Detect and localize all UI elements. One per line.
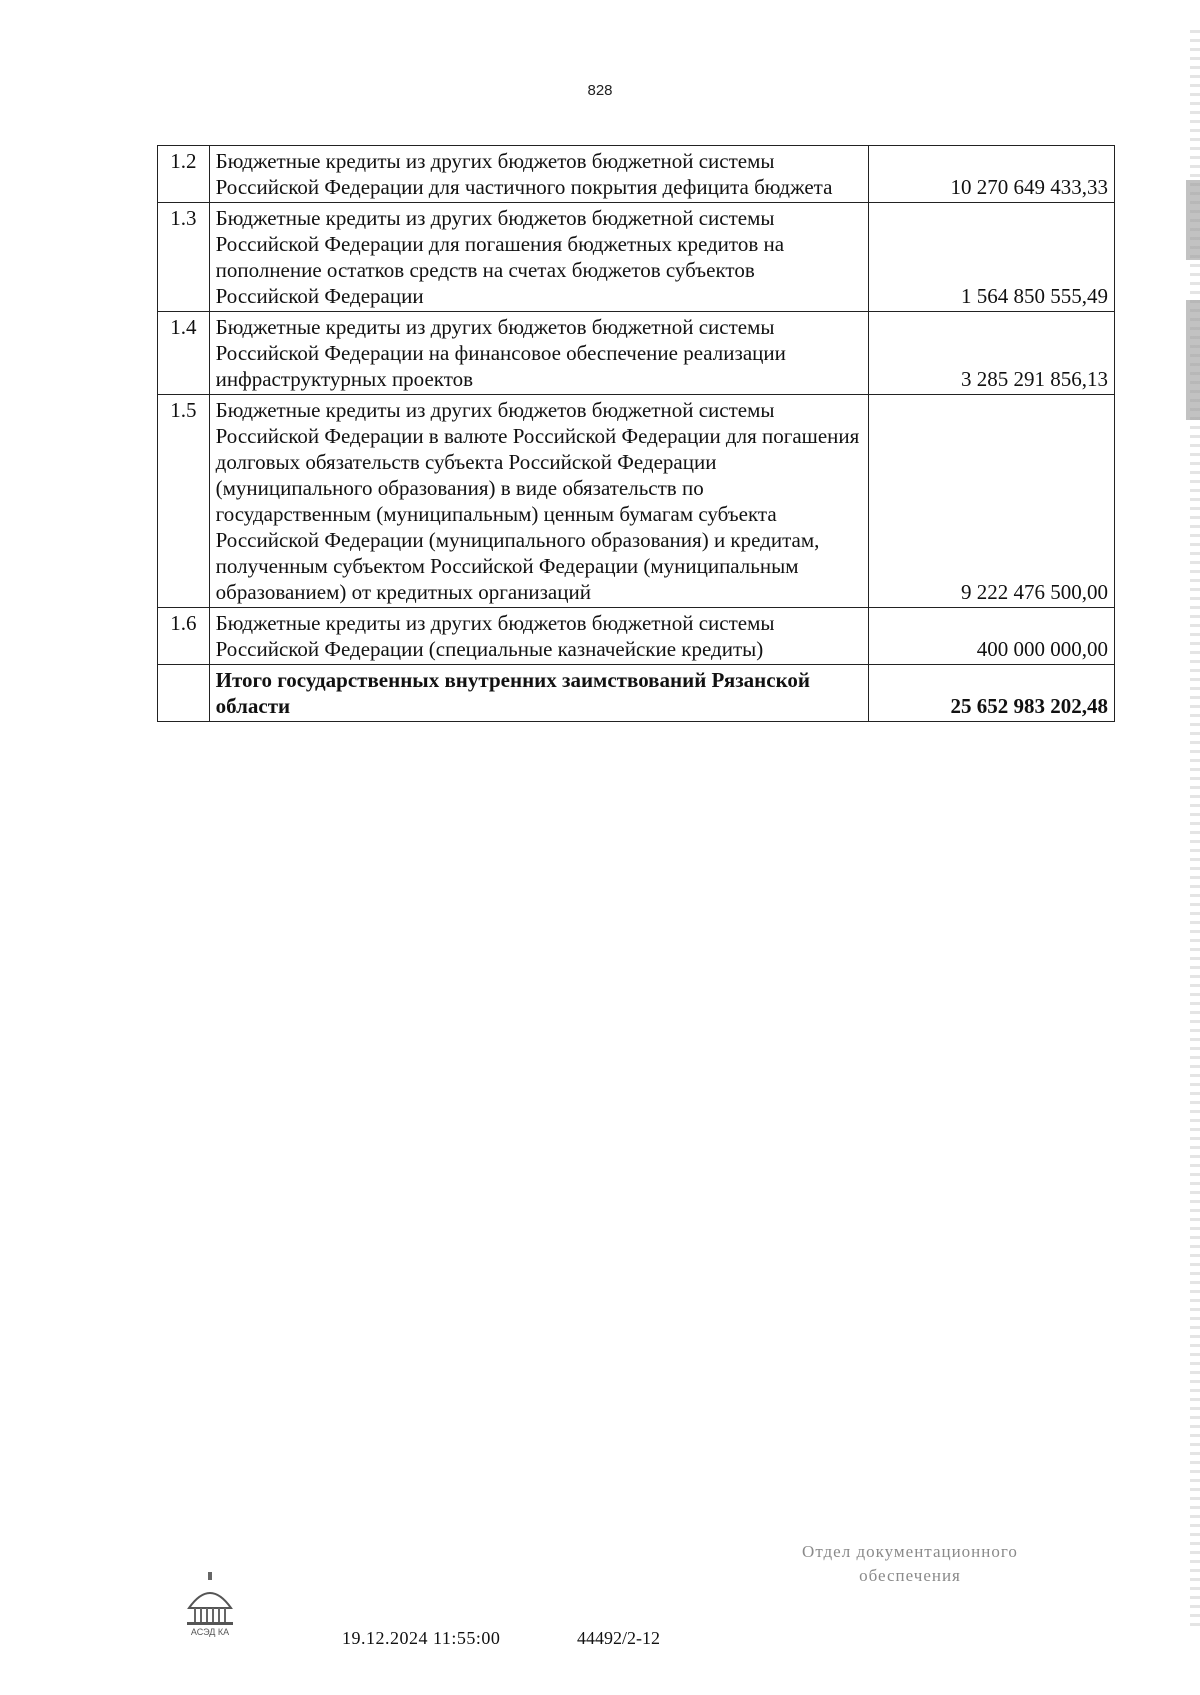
row-amount: 1 564 850 555,49 [868,203,1114,312]
row-amount: 10 270 649 433,33 [868,146,1114,203]
asedka-logo-icon [175,1570,245,1640]
svg-text:АСЭД КА: АСЭД КА [190,1627,230,1637]
footer-datetime: 19.12.2024 11:55:00 [342,1628,501,1648]
total-label: Итого государственных внутренних заимствований Рязанской области [209,665,868,722]
row-amount: 9 222 476 500,00 [868,395,1114,608]
scan-edge-artifact [1190,30,1200,1630]
table-row [158,146,1115,203]
row-number: 1.5 [158,395,210,608]
table-row [158,395,1115,608]
total-row [158,665,1115,722]
row-name: Бюджетные кредиты из других бюджетов бюджетной системы Российской Федерации (специальные казначейские кредиты) [209,608,868,665]
table-row [158,203,1115,312]
table-row [158,608,1115,665]
table-row [158,312,1115,395]
borrowings-table [157,145,1115,722]
stamp-line: Отдел документационного [802,1542,1018,1561]
row-amount: 400 000 000,00 [868,608,1114,665]
total-number [158,665,210,722]
total-amount: 25 652 983 202,48 [868,665,1114,722]
row-name: Бюджетные кредиты из других бюджетов бюджетной системы Российской Федерации на финансовое обеспечение реализации инфраструктурных проектов [209,312,868,395]
row-number: 1.4 [158,312,210,395]
department-stamp [760,1540,1060,1588]
row-number: 1.2 [158,146,210,203]
row-name: Бюджетные кредиты из других бюджетов бюджетной системы Российской Федерации для погашения бюджетных кредитов на пополнение остатков средств на счетах бюджетов субъектов Российской Федерации [209,203,868,312]
row-number: 1.6 [158,608,210,665]
scan-edge-mark [1186,180,1200,260]
footer-document-number: 44492/2-12 [577,1628,660,1648]
stamp-line: обеспечения [859,1566,961,1585]
row-amount: 3 285 291 856,13 [868,312,1114,395]
scan-edge-mark [1186,300,1200,420]
page-number: 828 [587,82,613,99]
row-name: Бюджетные кредиты из других бюджетов бюджетной системы Российской Федерации для частичного покрытия дефицита бюджета [209,146,868,203]
row-name: Бюджетные кредиты из других бюджетов бюджетной системы Российской Федерации в валюте Российской Федерации для погашения долговых обязательств субъекта Российской Федерации (муниципального образования) в виде обязательств по государственным (муниципальным) ценным бумагам субъекта Российской Федерации (муниципального образования) и кредитам, полученным субъектом Российской Федерации (муниципальным образованием) от кредитных организаций [209,395,868,608]
row-number: 1.3 [158,203,210,312]
